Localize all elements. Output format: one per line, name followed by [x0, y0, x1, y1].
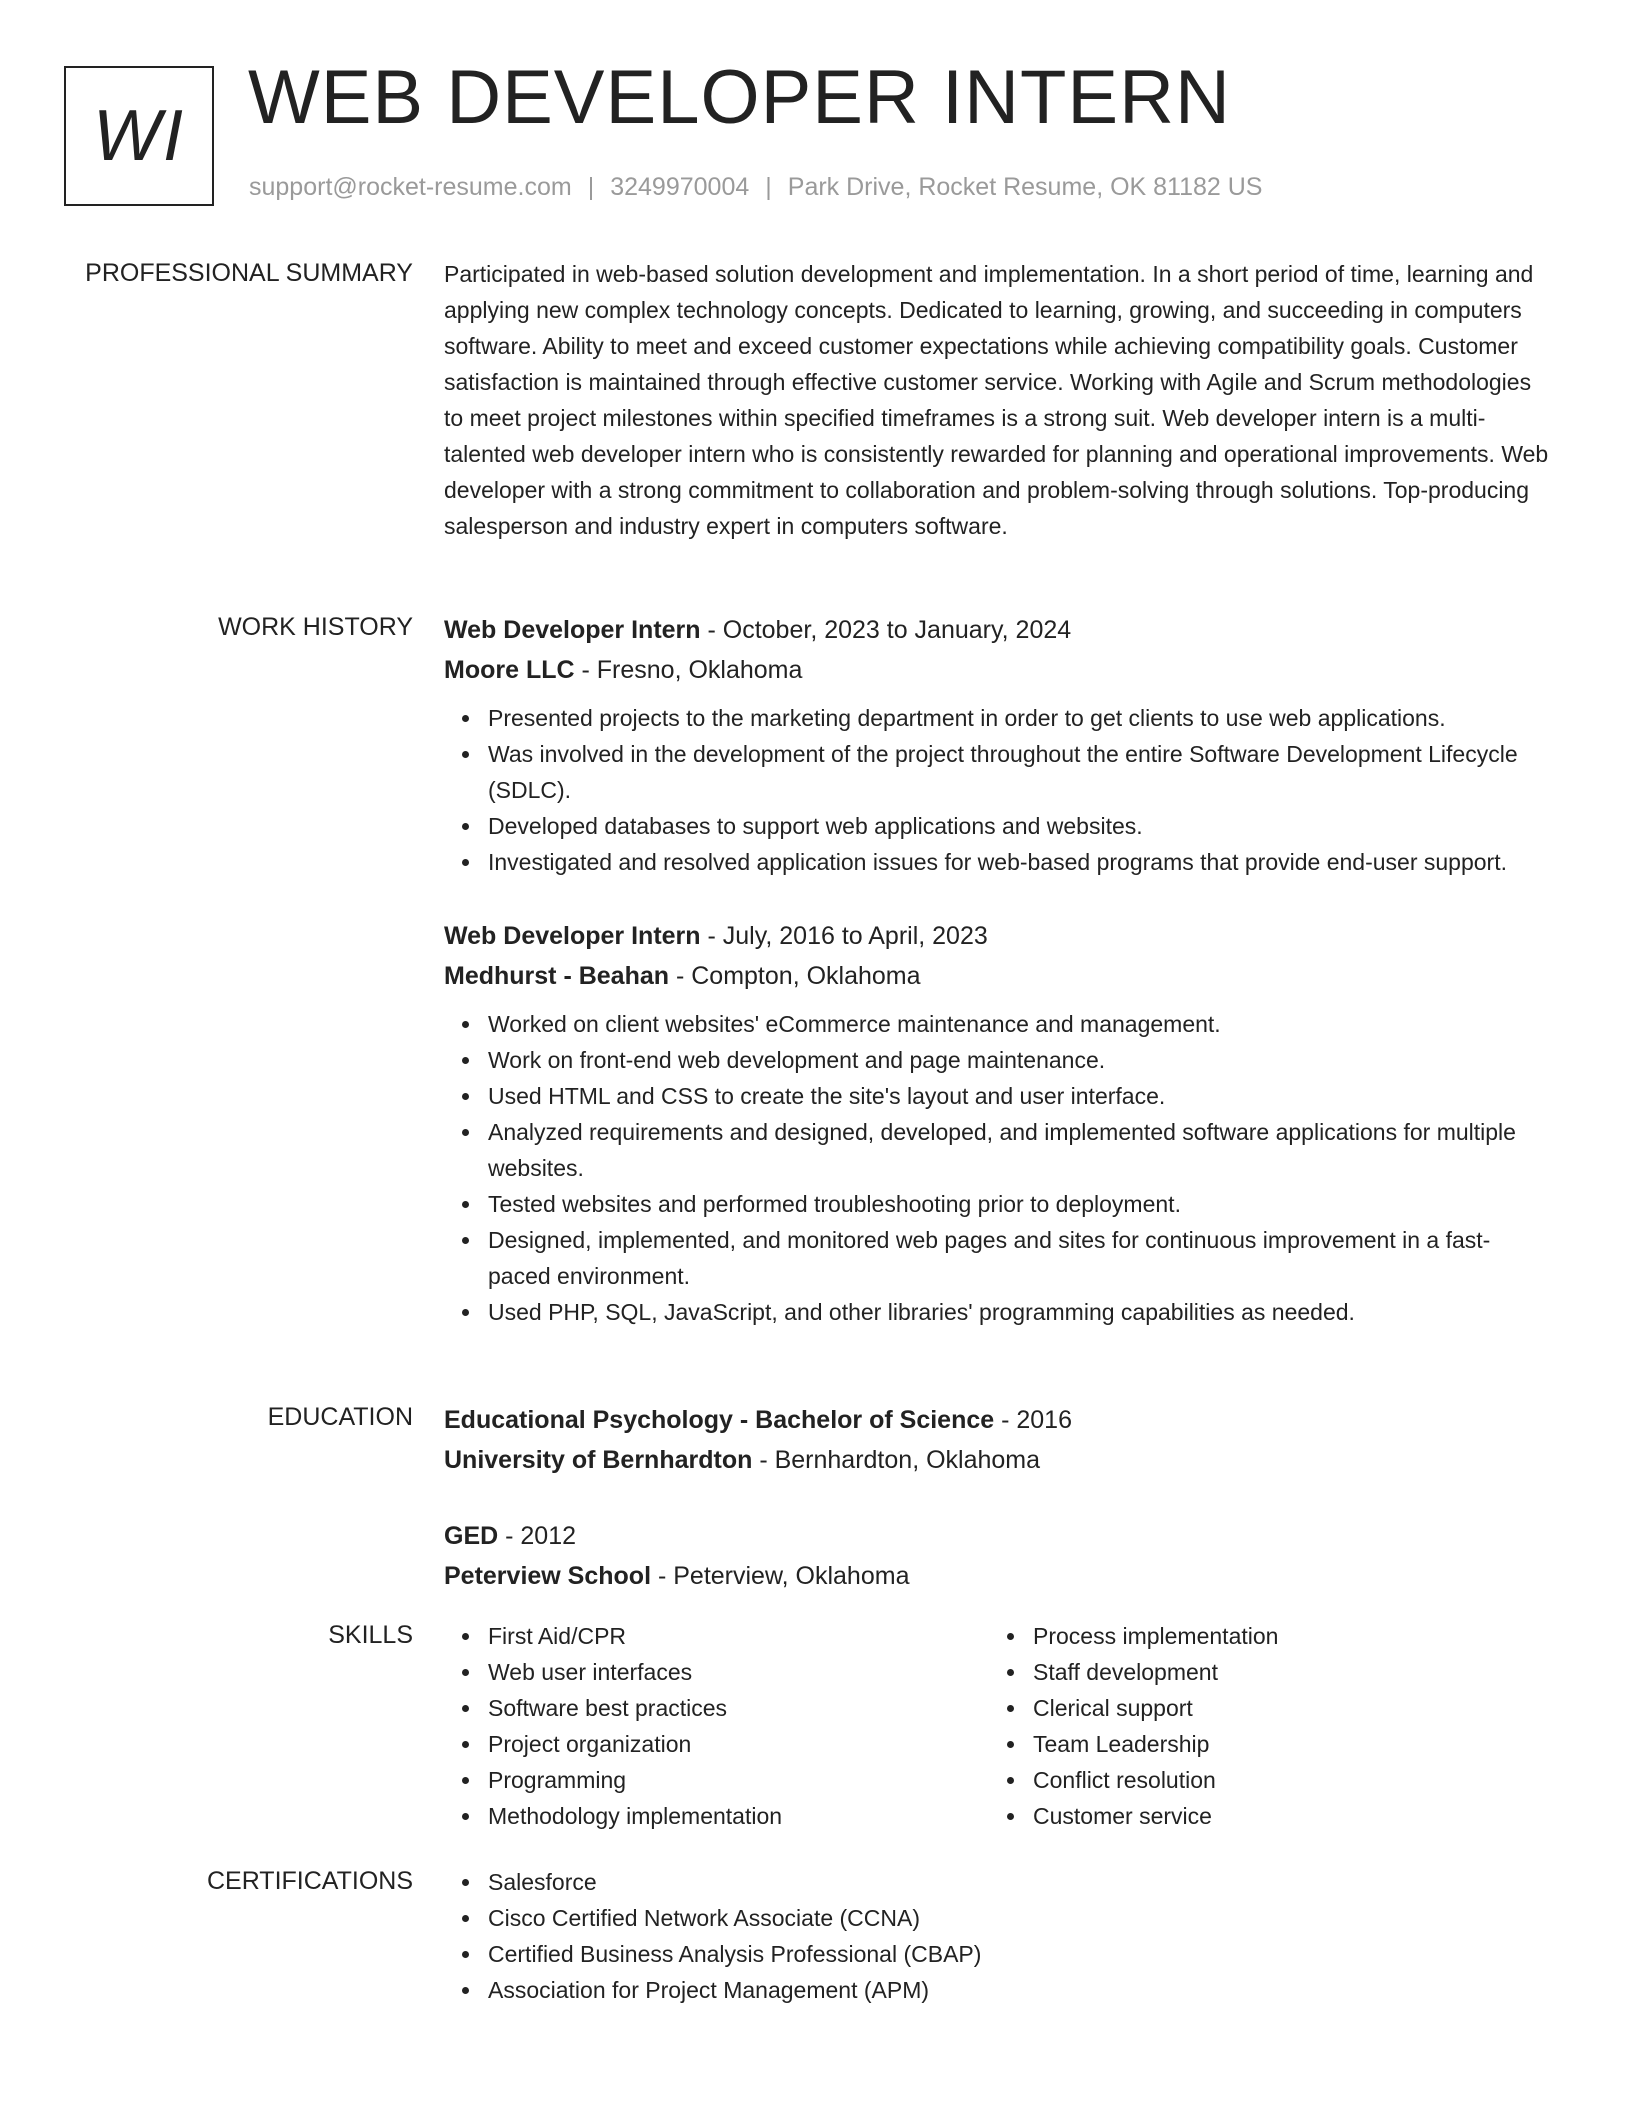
list-item: Methodology implementation	[488, 1798, 989, 1834]
list-item: Staff development	[1033, 1654, 1534, 1690]
contact-phone: 3249970004	[610, 173, 750, 201]
school-line	[444, 1440, 1556, 1480]
job-company-line	[444, 650, 1556, 690]
summary-text: Participated in web-based solution development and implementation. In a short period of time, learning and applying new complex technology concepts. Dedicated to learning, growing, and succeeding in computers software. Ability to meet and exceed customer expectations while achieving compatibility goals. Customer satisfaction is maintained through effective customer service. Working with Agile and Scrum methodologies to meet project milestones within specified timeframes is a strong suit. Web developer intern is a multi-talented web developer intern who is consistently rewarded for planning and operational improvements. Web developer with a strong commitment to collaboration and problem-solving through solutions. Top-producing salesperson and industry expert in computers software.	[444, 261, 1549, 539]
job-title-line	[444, 916, 1556, 956]
skills-list-right	[989, 1618, 1534, 1834]
job-bullet-list	[444, 1006, 1556, 1330]
list-item: Programming	[488, 1762, 989, 1798]
list-item: Analyzed requirements and designed, developed, and implemented software applications for multiple websites.	[488, 1114, 1556, 1186]
skills-columns	[444, 1618, 1556, 1834]
school-location: - Peterview, Oklahoma	[651, 1562, 910, 1590]
degree-line	[444, 1400, 1556, 1440]
job-title: Web Developer Intern	[444, 616, 701, 644]
job-company: Moore LLC	[444, 656, 575, 684]
list-item: Team Leadership	[1033, 1726, 1534, 1762]
education-entry	[444, 1400, 1556, 1480]
job-bullet-list	[444, 700, 1556, 880]
job-title: Web Developer Intern	[444, 922, 701, 950]
contact-address: Park Drive, Rocket Resume, OK 81182 US	[787, 173, 1263, 201]
list-item: Software best practices	[488, 1690, 989, 1726]
list-item: Was involved in the development of the project throughout the entire Software Development Lifecycle (SDLC).	[488, 736, 1556, 808]
school-line	[444, 1556, 1556, 1596]
list-item: Developed databases to support web applications and websites.	[488, 808, 1556, 844]
resume-title: WEB DEVELOPER INTERN	[248, 55, 1231, 140]
list-item: Cisco Certified Network Associate (CCNA)	[488, 1900, 1556, 1936]
job-entry	[444, 610, 1556, 880]
contact-separator: |	[587, 173, 595, 201]
list-item: Web user interfaces	[488, 1654, 989, 1690]
list-item: Investigated and resolved application issues for web-based programs that provide end-user support.	[488, 844, 1556, 880]
education-entry	[444, 1516, 1556, 1596]
list-item: Salesforce	[488, 1864, 1556, 1900]
monogram-box	[64, 66, 214, 206]
list-item: First Aid/CPR	[488, 1618, 989, 1654]
section-heading-certifications: CERTIFICATIONS	[206, 1867, 413, 1895]
list-item: Project organization	[488, 1726, 989, 1762]
contact-line	[249, 172, 1263, 202]
job-entry	[444, 916, 1556, 1330]
school-location: - Bernhardton, Oklahoma	[752, 1446, 1041, 1474]
degree-year: - 2016	[994, 1406, 1072, 1434]
certifications-list	[444, 1864, 1556, 2008]
job-location: - Fresno, Oklahoma	[574, 656, 803, 684]
school-name: Peterview School	[444, 1562, 652, 1590]
section-heading-summary: PROFESSIONAL SUMMARY	[85, 259, 413, 287]
skills-body	[444, 1618, 1556, 1834]
degree-name: GED	[444, 1522, 499, 1550]
job-company-line	[444, 956, 1556, 996]
degree-year: - 2012	[498, 1522, 577, 1550]
job-dates: - October, 2023 to January, 2024	[700, 616, 1072, 644]
list-item: Presented projects to the marketing department in order to get clients to use web applications.	[488, 700, 1556, 736]
education-body	[444, 1400, 1556, 1596]
job-title-line	[444, 610, 1556, 650]
section-heading-skills: SKILLS	[328, 1621, 413, 1649]
list-item: Work on front-end web development and page maintenance.	[488, 1042, 1556, 1078]
list-item: Conflict resolution	[1033, 1762, 1534, 1798]
summary-body	[444, 256, 1556, 544]
list-item: Clerical support	[1033, 1690, 1534, 1726]
school-name: University of Bernhardton	[444, 1446, 753, 1474]
monogram-initials: WI	[93, 96, 185, 176]
list-item: Tested websites and performed troubleshooting prior to deployment.	[488, 1186, 1556, 1222]
list-item: Customer service	[1033, 1798, 1534, 1834]
degree-line	[444, 1516, 1556, 1556]
job-location: - Compton, Oklahoma	[669, 962, 921, 990]
work-history-body	[444, 610, 1556, 1330]
section-heading-education: EDUCATION	[267, 1403, 413, 1431]
skills-list-left	[444, 1618, 989, 1834]
list-item: Worked on client websites' eCommerce maintenance and management.	[488, 1006, 1556, 1042]
job-dates: - July, 2016 to April, 2023	[700, 922, 988, 950]
list-item: Certified Business Analysis Professional (CBAP)	[488, 1936, 1556, 1972]
section-heading-work-history: WORK HISTORY	[218, 613, 413, 641]
certifications-body	[444, 1864, 1556, 2008]
contact-separator: |	[765, 173, 772, 201]
job-company: Medhurst - Beahan	[444, 962, 670, 990]
list-item: Used PHP, SQL, JavaScript, and other libraries' programming capabilities as needed.	[488, 1294, 1556, 1330]
degree-name: Educational Psychology - Bachelor of Science	[444, 1406, 995, 1434]
contact-email: support@rocket-resume.com	[249, 173, 572, 201]
list-item: Association for Project Management (APM)	[488, 1972, 1556, 2008]
list-item: Process implementation	[1033, 1618, 1534, 1654]
list-item: Used HTML and CSS to create the site's layout and user interface.	[488, 1078, 1556, 1114]
list-item: Designed, implemented, and monitored web pages and sites for continuous improvement in a fast-paced environment.	[488, 1222, 1556, 1294]
